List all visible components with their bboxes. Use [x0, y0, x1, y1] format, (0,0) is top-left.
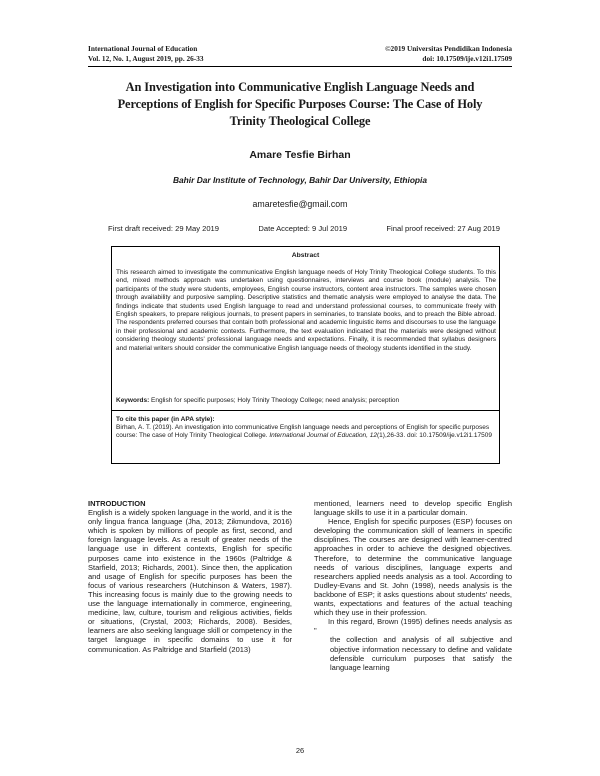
page-number: 26 — [295, 746, 305, 755]
copyright-notice: ©2019 Universitas Pendidikan Indonesia — [385, 44, 512, 53]
abstract-text: This research aimed to investigate the communicative English language needs of Holy Trinity Theological College students. To this end, mixed methods approach was undertaken using questionnaires, interviews and course book (module) analysis. The participants of the study were students, employees, English course instructors, content area instructors. The samples were chosen through availability and purposive sampling. Descriptive statistics and thematic analysis were employed to analyse the data. The findings indicate that students used English language to read and understand professional courses, to communicate freely with English speakers, to prepare religious journals, to present papers in seminaries, to translate books, and to preach the Bible abroad. The respondents preferred courses that contain both professional and academic linguistic items and discourses to use the language in their professional and academic contexts. Furthermore, the text evaluation indicated that the materials were designed without considering theology students' professional language needs and expectations. Finally, it is recommended that syllabus designers and material writers should consider the communicative English language needs of theology students identified in the study. — [116, 269, 496, 352]
intro-paragraph-1: English is a widely spoken language in the world, and it is the only lingua franca language (Jha, 2013; Zikmundova, 2016) which is spoken by millions of people as first, second, and foreign language levels. As a result of greater needs of the language use in different contexts, English for specific purposes came into existence in the 1960s (Paltridge & Starfield, 2013; Richards, 2001). Since then, the application and usage of English for specific purposes has been the focus of various researchers (Hutchinson & Waters, 1987). This increasing focus is mainly due to the growing needs to use the language internationally in commerce, engineering, medicine, law, culture, tourism and religious activities, fields or situations, (Crystal, 2003; Richards, 2008). Besides, learners are also seeking language skill or competency in the target language in specific domains to use it for communication. As Paltridge and Starfield (2013) — [88, 508, 292, 654]
doi: doi: 10.17509/ije.v12i1.17509 — [422, 54, 512, 63]
keywords-label: Keywords: — [116, 397, 150, 404]
citation-text — [116, 424, 496, 441]
left-column — [88, 499, 292, 654]
keywords-list: English for specific purposes; Holy Trinity Theology College; need analysis; perception — [151, 397, 400, 404]
first-draft-date: First draft received: 29 May 2019 — [108, 224, 220, 233]
keywords — [116, 397, 496, 405]
abstract-divider — [111, 410, 500, 411]
citation-main: Birhan, A. T. (2019). An investigation into communicative English language needs and perceptions of English for specific purposes course: The case of Holy Trinity Theological College. — [116, 424, 490, 440]
intro-paragraph-1-continued: mentioned, learners need to develop specific English language skills to use it in a particular domain. — [314, 499, 512, 518]
author-email: amaretesfie@gmail.com — [252, 199, 348, 209]
intro-paragraph-3: In this regard, Brown (1995) defines needs analysis as " — [314, 617, 512, 636]
intro-paragraph-2: Hence, English for specific purposes (ESP) focuses on developing the communication skill of learners in specific disciplines. The courses are designed with learner-centred approaches in order to achieve the designed objectives. Therefore, to determine the communicative language needs of various disciplines, language experts and researchers applied needs analysis as a tool. According to Dudley-Evans and St. John (1998), needs analysis is the backbone of ESP; it asks questions about students' needs, wants, expectations and features of the actual teaching which they use in their profession. — [314, 517, 512, 618]
citation-heading: To cite this paper (in APA style): — [116, 416, 215, 423]
paper-title: An Investigation into Communicative English Language Needs and Perceptions of English for Specific Purposes Course: The Case of Holy Trinity Theological College — [117, 80, 483, 128]
author-name: Amare Tesfie Birhan — [249, 149, 351, 161]
final-proof-date: Final proof received: 27 Aug 2019 — [386, 224, 500, 233]
volume-info: Vol. 12, No. 1, August 2019, pp. 26-33 — [88, 54, 204, 63]
accepted-date: Date Accepted: 9 Jul 2019 — [258, 224, 348, 233]
submission-dates — [108, 224, 500, 233]
block-quote: the collection and analysis of all subjective and objective information necessary to define and validate defensible curriculum purposes that satisfy the language learning — [330, 635, 512, 672]
journal-name: International Journal of Education — [88, 44, 198, 53]
header-rule — [88, 66, 512, 67]
abstract-heading: Abstract — [291, 252, 320, 259]
author-affiliation: Bahir Dar Institute of Technology, Bahir Dar University, Ethiopia — [172, 175, 428, 185]
citation-tail: (1),26-33. doi: 10.17509/ije.v12i1.17509 — [377, 432, 492, 440]
citation-journal: International Journal of Education, 12 — [269, 432, 378, 440]
introduction-heading: INTRODUCTION — [88, 499, 146, 508]
right-column — [314, 499, 512, 672]
